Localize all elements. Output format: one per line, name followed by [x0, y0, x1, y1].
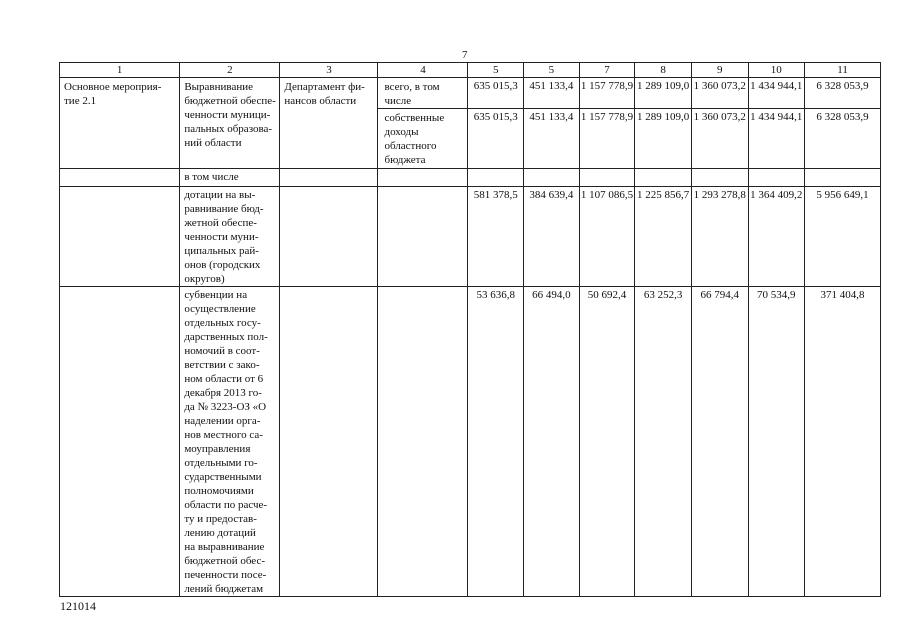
- source-label: собственные доходы областного бюджета: [378, 109, 468, 169]
- value-cell: 451 133,4: [524, 78, 580, 109]
- value-cell: 1 434 944,1: [748, 78, 805, 109]
- value-cell: 66 494,0: [524, 287, 580, 597]
- including-label: в том числе: [180, 169, 280, 187]
- value-cell: 1 157 778,9: [579, 78, 635, 109]
- value-cell: 635 015,3: [468, 78, 524, 109]
- footer-code: 121014: [60, 599, 96, 613]
- value-cell: 5 956 649,1: [805, 187, 881, 287]
- value-cell: 1 157 778,9: [579, 109, 635, 169]
- table-row-subvention: [60, 287, 881, 597]
- value-cell: 1 293 278,8: [691, 187, 748, 287]
- value-cell: 1 289 109,0: [635, 78, 692, 109]
- value-cell: 6 328 053,9: [805, 109, 881, 169]
- header-cell: 5: [468, 63, 524, 78]
- value-cell: 451 133,4: [524, 109, 580, 169]
- header-cell: 11: [805, 63, 881, 78]
- event-cell: Основное мероприя- тие 2.1: [60, 78, 180, 169]
- value-cell: 66 794,4: [691, 287, 748, 597]
- header-cell: 8: [635, 63, 692, 78]
- header-cell: 2: [180, 63, 280, 78]
- subsidy-label: дотации на вы- равнивание бюд- жетной обеспе- ченности муни- ципальных рай- онов (городских округов): [180, 187, 280, 287]
- value-cell: 635 015,3: [468, 109, 524, 169]
- value-cell: 1 360 073,2: [691, 109, 748, 169]
- header-cell: 5: [524, 63, 580, 78]
- value-cell: 63 252,3: [635, 287, 692, 597]
- value-cell: 1 434 944,1: [748, 109, 805, 169]
- value-cell: 6 328 053,9: [805, 78, 881, 109]
- header-cell: 3: [280, 63, 378, 78]
- value-cell: 70 534,9: [748, 287, 805, 597]
- subvention-label: субвенции на осуществление отдельных госу- дарственных пол- номочий в соот- ветствии с зако- ном области от 6 декабря 2013 го- да № 3223-ОЗ «О наделении орга- нов местного са- моуправления отдельными го- сударственными полномочиями области по расче- ту и предостав- лению дотаций на выравнивание бюджетной обес- печенности посе- лений бюджетам: [180, 287, 280, 597]
- value-cell: 1 225 856,7: [635, 187, 692, 287]
- budget-table: [59, 62, 881, 597]
- header-cell: 4: [378, 63, 468, 78]
- value-cell: 1 107 086,5: [579, 187, 635, 287]
- table-row-including: [60, 169, 881, 187]
- value-cell: 1 360 073,2: [691, 78, 748, 109]
- responsible-cell: Департамент фи- нансов области: [280, 78, 378, 169]
- value-cell: 53 636,8: [468, 287, 524, 597]
- header-row: [60, 63, 881, 78]
- header-cell: 9: [691, 63, 748, 78]
- value-cell: 1 289 109,0: [635, 109, 692, 169]
- value-cell: 371 404,8: [805, 287, 881, 597]
- header-cell: 10: [748, 63, 805, 78]
- table-row-subsidy: [60, 187, 881, 287]
- value-cell: 50 692,4: [579, 287, 635, 597]
- value-cell: 384 639,4: [524, 187, 580, 287]
- event-description-cell: Выравнивание бюджетной обеспе- ченности муници- пальных образова- ний области: [180, 78, 280, 169]
- value-cell: 1 364 409,2: [748, 187, 805, 287]
- table-row-total: [60, 78, 881, 109]
- header-cell: 1: [60, 63, 180, 78]
- header-cell: 7: [579, 63, 635, 78]
- page-number: 7: [462, 49, 468, 61]
- value-cell: 581 378,5: [468, 187, 524, 287]
- source-label: всего, в том числе: [378, 78, 468, 109]
